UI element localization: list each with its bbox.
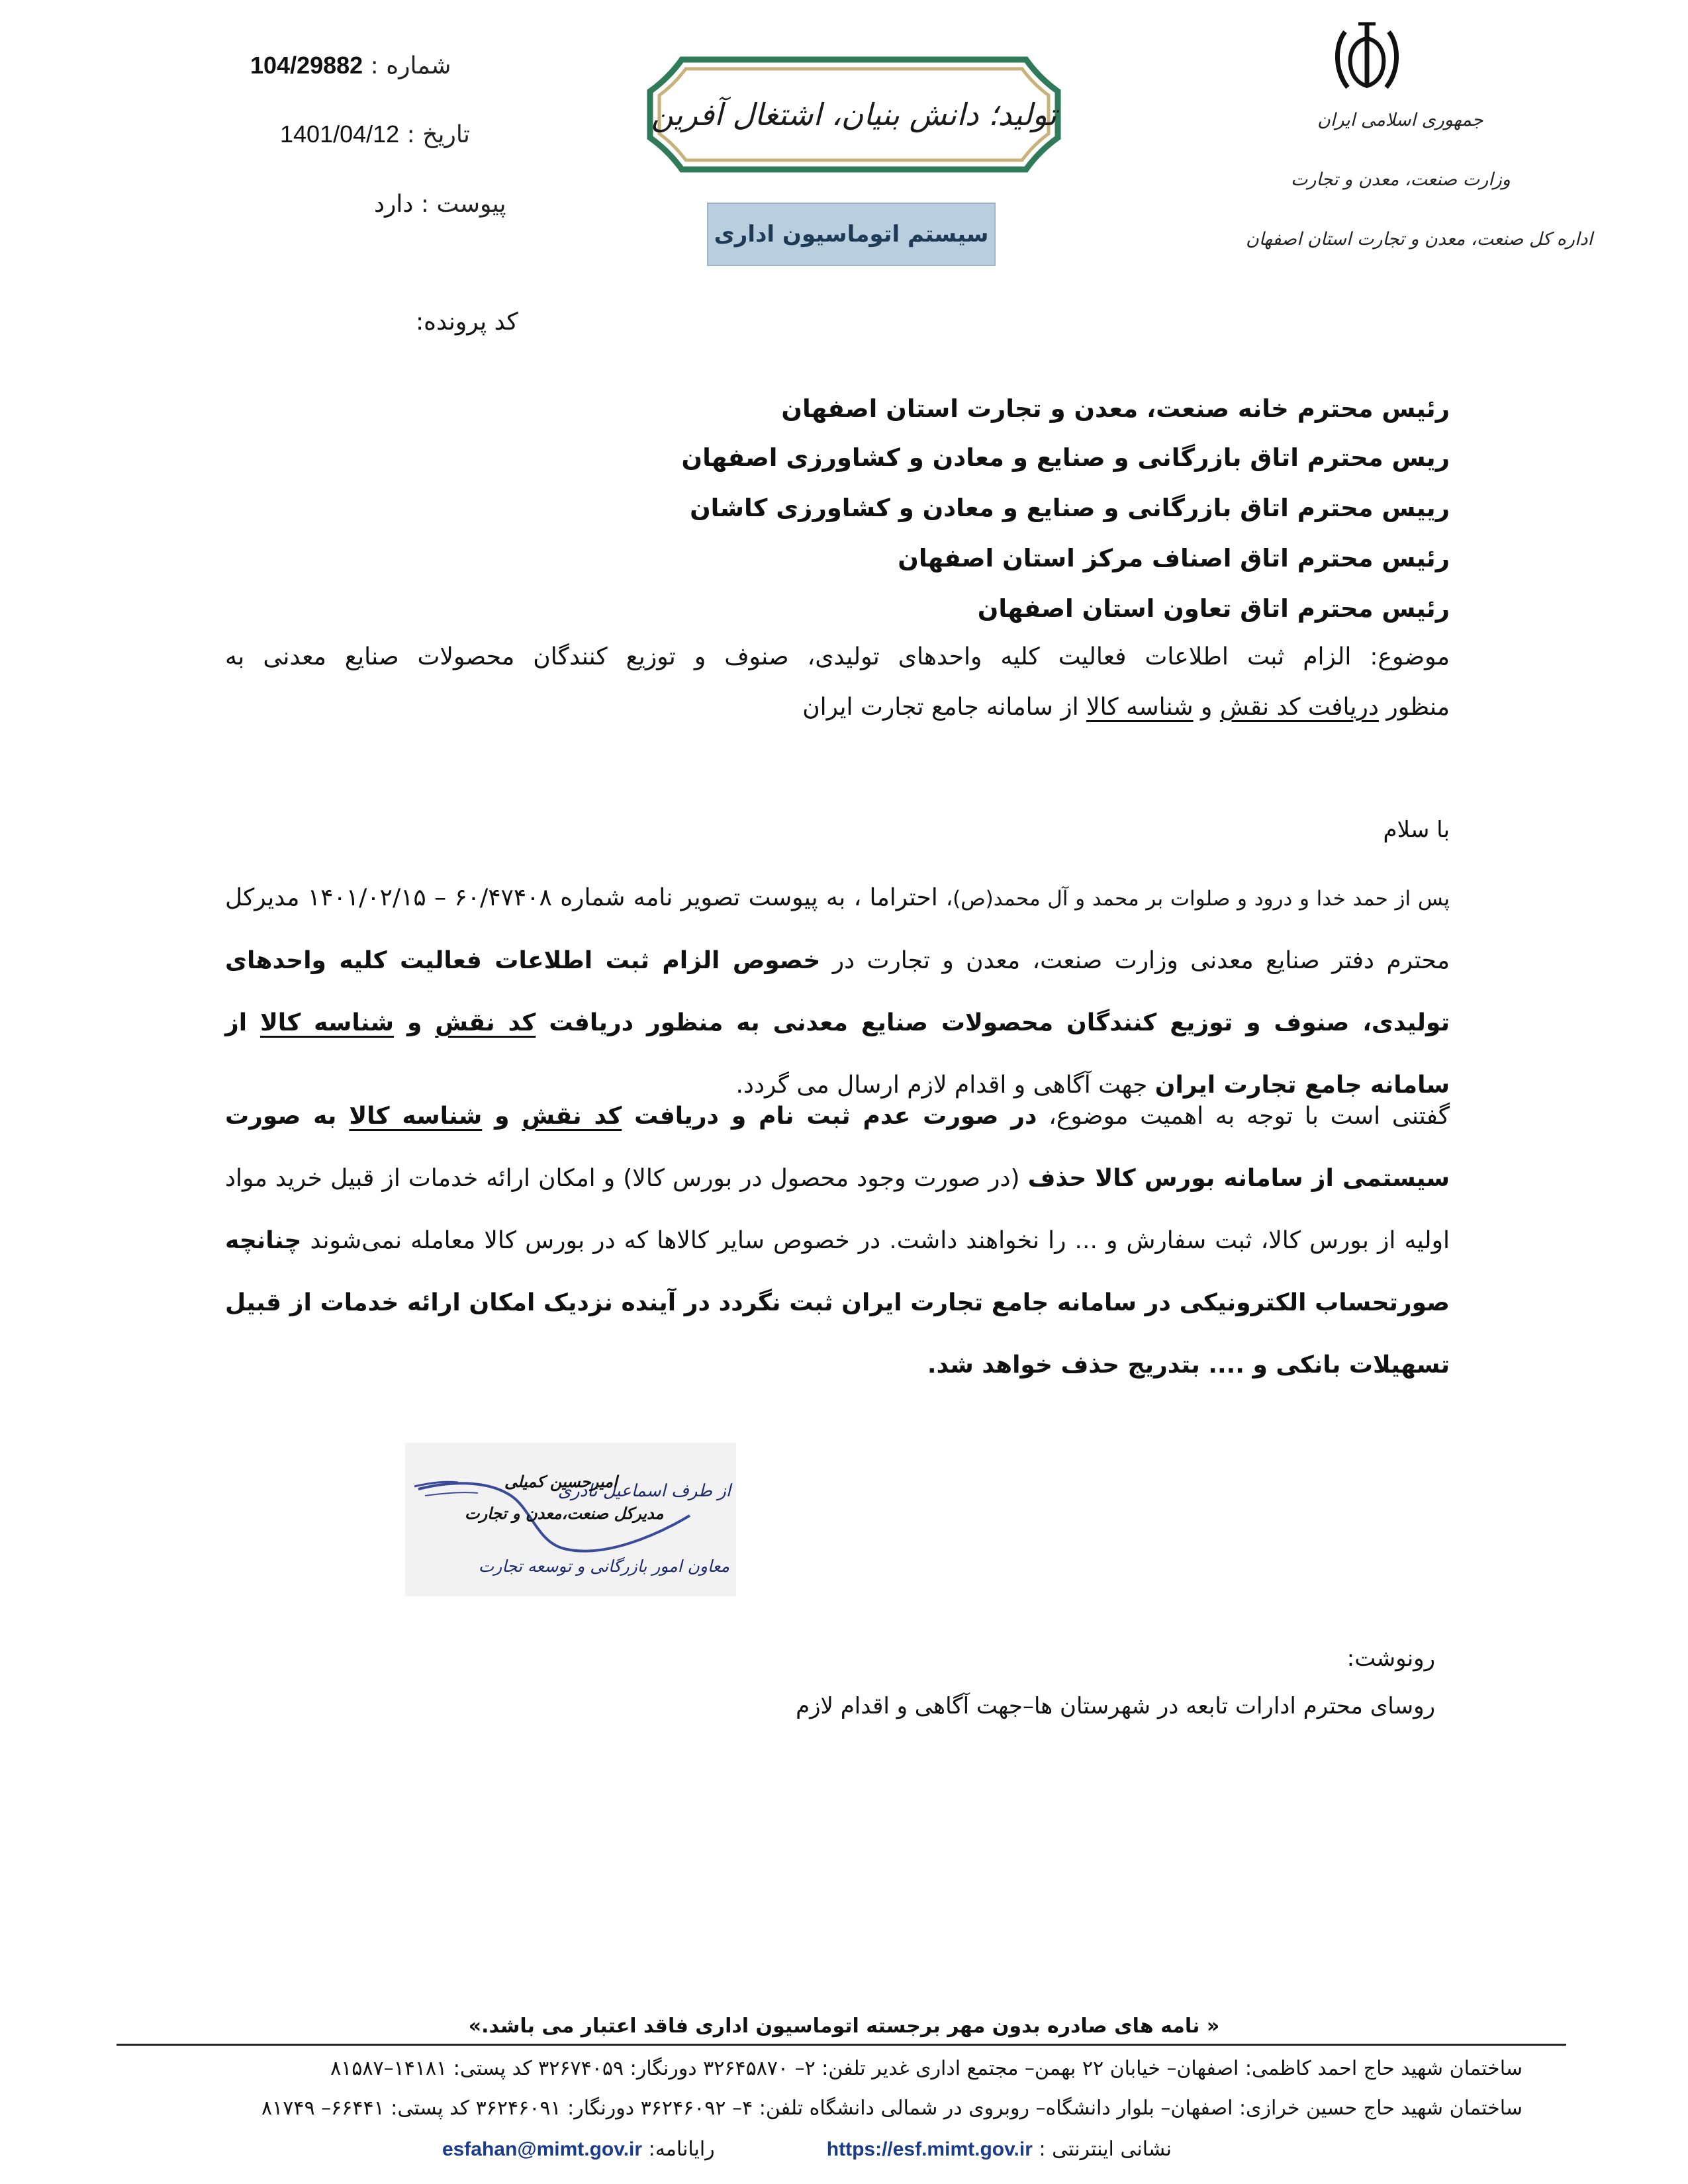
p1-goods-id: شناسه کالا — [260, 1009, 395, 1036]
recipient-1: رئیس محترم خانه صنعت، معدن و تجارت استان اصفهان — [781, 394, 1450, 423]
p2-bold-3: به صورت سیستمی از سامانه بورس کالا حذف — [225, 1103, 1450, 1192]
body-paragraph-1 — [225, 867, 1450, 1116]
subject-text-b: و — [1193, 694, 1220, 721]
footer-validity-note: « نامه های صادره بدون مهر برجسته اتوماسیون اداری فاقد اعتبار می باشد.» — [468, 2015, 1220, 2038]
iran-emblem-icon — [1331, 19, 1403, 98]
signature-from: از طرف اسماعیل نادری — [557, 1481, 731, 1501]
p2-goods-id: شناسه کالا — [349, 1103, 483, 1130]
letter-date — [268, 120, 470, 148]
subject-role-code: دریافت کد نقش — [1219, 694, 1379, 721]
signature-title: مدیرکل صنعت،معدن و تجارت — [465, 1504, 664, 1523]
footer-email-label: رایانامه: — [648, 2138, 715, 2161]
p1-intro: پس از حمد خدا و درود و صلوات بر محمد و آل محمد(ص)، — [946, 887, 1450, 911]
footer-web-label: نشانی اینترنتی : — [1039, 2138, 1172, 2161]
p2-text-a: گفتنی است با توجه به اهمیت موضوع، — [1037, 1103, 1450, 1130]
signature-name: امیرحسین کمیلی — [504, 1472, 618, 1491]
body-paragraph-2 — [225, 1085, 1450, 1396]
office-automation-badge: سیستم اتوماسیون اداری — [707, 203, 996, 266]
p2-text-c: (در صورت وجود محصول در بورس کالا) و امکان ارائه خدمات از قبیل خرید مواد اولیه از بورس کالا، ثبت سفارش و ... را نخواهند داشت. در خصوص سایر کالاها که در بورس کالا معامله نمی‌شوند — [225, 1165, 1450, 1254]
subject-text-a: منظور — [1378, 694, 1450, 721]
footer-address-2: ساختمان شهید حاج حسین خرازی: اصفهان– بلوار دانشگاه– روبروی در شمالی دانشگاه تلفن: ۴– ۳۶۲۴۶۰۹۲ دورنگار: ۳۶۲۴۶۰۹۱ کد پستی: ۶۶۴۴۱– ۸۱۷۴۹ — [261, 2097, 1523, 2120]
p1-bold-1: خصوص الزام ثبت اطلاعات فعالیت کلیه واحدهای تولیدی، صنوف و توزیع کنندگان محصولات صنایع معدنی به منظور دریافت — [225, 947, 1450, 1036]
p1-bold-2: و — [394, 1009, 436, 1036]
p2-bold-4: چنانچه صورتحساب الکترونیکی در سامانه جامع تجارت ایران ثبت نگردد در آینده نزدیک امکان ارائه خدمات از قبیل تسهیلات بانکی و .... بتدریج حذف خواهد شد. — [225, 1227, 1450, 1379]
org-line-republic: جمهوری اسلامی ایران — [1317, 110, 1483, 130]
footer-address-1: ساختمان شهید حاج احمد کاظمی: اصفهان– خیابان ۲۲ بهمن– مجتمع اداری غدیر تلفن: ۲– ۳۲۶۴۵۸۷۰ دورنگار: ۳۲۶۷۴۰۵۹ کد پستی: ۱۴۱۸۱–۸۱۵۸۷ — [330, 2057, 1523, 2080]
p1-role-code: کد نقش — [435, 1009, 536, 1036]
slogan-text: تولید؛ دانش بنیان، اشتغال آفرین — [651, 97, 1057, 132]
recipient-3: رییس محترم اتاق بازرگانی و صنایع و معادن و کشاورزی کاشان — [690, 494, 1450, 522]
letter-number — [238, 52, 451, 79]
letter-attachment-value: دارد — [374, 191, 414, 218]
p2-bold-2: و — [482, 1103, 522, 1130]
case-code-label: کد پرونده: — [416, 308, 518, 336]
letter-date-value: 1401/04/12 — [280, 120, 400, 148]
p2-role-code: کد نقش — [522, 1103, 622, 1130]
recipient-2: ریس محترم اتاق بازرگانی و صنایع و معادن و کشاورزی اصفهان — [681, 443, 1450, 472]
subject-text-c: از سامانه جامع تجارت ایران — [802, 694, 1087, 721]
slogan-frame — [642, 52, 1066, 177]
letter-number-label: شماره : — [370, 52, 451, 79]
recipient-4: رئیس محترم اتاق اصناف مرکز استان اصفهان — [898, 544, 1450, 572]
p2-bold-1: در صورت عدم ثبت نام و دریافت — [622, 1103, 1037, 1130]
footer-web-link[interactable]: https://esf.mimt.gov.ir — [826, 2138, 1033, 2160]
signature-deputy: معاون امور بازرگانی و توسعه تجارت — [478, 1557, 729, 1576]
cc-text: روسای محترم ادارات تابعه در شهرستان ها–جهت آگاهی و اقدام لازم — [796, 1693, 1435, 1719]
subject-line-1: موضوع: الزام ثبت اطلاعات فعالیت کلیه واحدهای تولیدی، صنوف و توزیع کنندگان محصولات صنایع معدنی به — [225, 643, 1450, 670]
subject — [225, 632, 1450, 733]
recipient-5: رئیس محترم اتاق تعاون استان اصفهان — [977, 594, 1450, 623]
org-line-ministry: وزارت صنعت، معدن و تجارت — [1291, 169, 1511, 190]
letter-attachment-label: پیوست : — [420, 191, 506, 218]
cc-label: رونوشت: — [1346, 1645, 1435, 1672]
letter-date-label: تاریخ : — [406, 121, 470, 148]
org-line-directorate: اداره کل صنعت، معدن و تجارت استان اصفهان — [1246, 229, 1593, 250]
greeting: با سلام — [1383, 817, 1450, 843]
p1-text-a: احتراما ، به پیوست تصویر نامه شماره ۶۰/۴۷۴۰۸ – ۱۴۰۱/۰۲/۱۵ مدیرکل محترم دفتر صنایع معدنی وزارت صنعت، معدن و تجارت در — [225, 884, 1450, 974]
subject-line-2 — [225, 682, 1450, 733]
p1-bold-3: از سامانه جامع تجارت ایران — [225, 1009, 1450, 1099]
p1-text-c: جهت آگاهی و اقدام لازم ارسال می گردد. — [735, 1071, 1155, 1099]
subject-goods-id: شناسه کالا — [1086, 694, 1194, 721]
footer-email-link[interactable]: esfahan@mimt.gov.ir — [442, 2138, 643, 2160]
footer-divider — [117, 2044, 1566, 2046]
letter-attachment — [374, 191, 506, 218]
letter-number-value: 104/29882 — [250, 52, 363, 79]
signature-block — [405, 1443, 736, 1596]
footer-contacts — [442, 2138, 1172, 2161]
